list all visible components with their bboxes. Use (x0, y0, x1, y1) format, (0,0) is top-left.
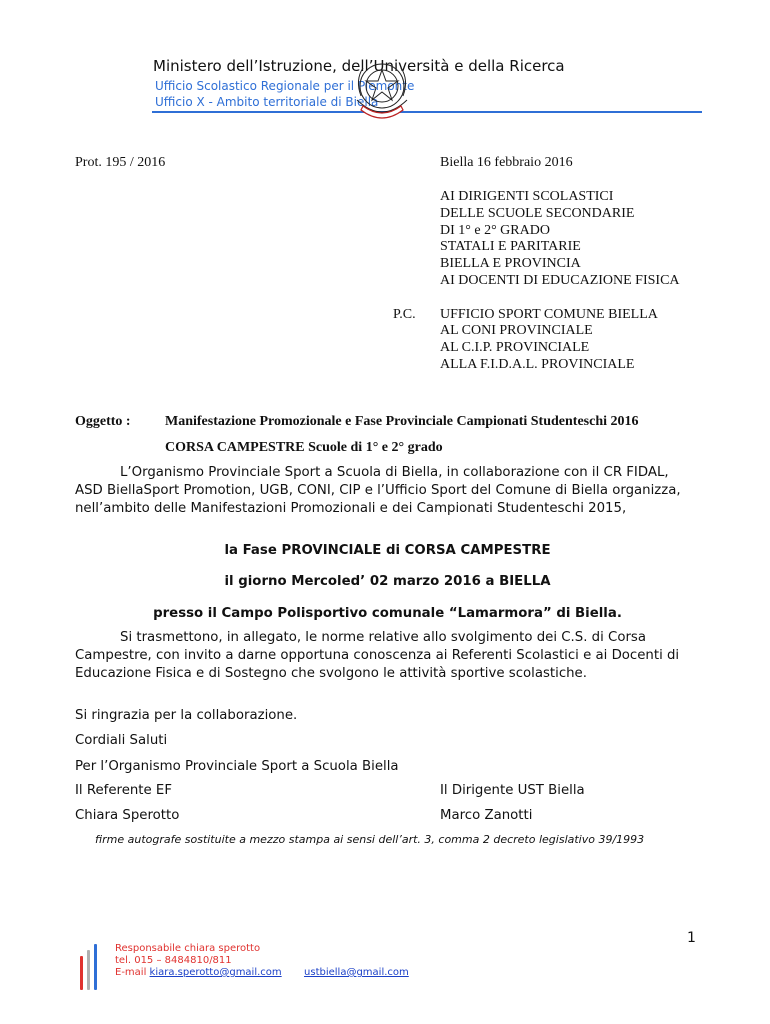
protocol-number: Prot. 195 / 2016 (75, 155, 166, 170)
subject-line-2: CORSA CAMPESTRE Scuole di 1° e 2° grado (165, 440, 443, 455)
header-rule (152, 111, 702, 113)
footer-email-row (115, 967, 409, 978)
document-date: Biella 16 febbraio 2016 (440, 155, 573, 170)
recipient-line: AI DIRIGENTI SCOLASTICI (440, 189, 614, 204)
recipient-line: DI 1° e 2° GRADO (440, 223, 550, 238)
republic-emblem-icon (343, 50, 421, 128)
footer-email-label: E-mail (115, 967, 147, 978)
cc-recipient-line: AL C.I.P. PROVINCIALE (440, 340, 590, 355)
on-behalf-line: Per l’Organismo Provinciale Sport a Scuola Biella (75, 759, 399, 774)
recipient-line: STATALI E PARITARIE (440, 239, 581, 254)
event-date: il giorno Mercoled’ 02 marzo 2016 a BIELLA (224, 574, 551, 589)
recipient-line: BIELLA E PROVINCIA (440, 256, 581, 271)
event-title: la Fase PROVINCIALE di CORSA CAMPESTRE (224, 543, 551, 558)
intro-paragraph: L’Organismo Provinciale Sport a Scuola di Biella, in collaborazione con il CR FIDAL, ASD BiellaSport Promotion, UGB, CONI, CIP e l’Ufficio Sport del Comune di Biella organizza, nell’ambito delle Manifestazioni Promozionali e dei Campionati Studenteschi 2015, (75, 465, 681, 516)
blue-bar (94, 944, 97, 990)
footer-email-link-2[interactable]: ustbiella@gmail.com (304, 967, 409, 978)
left-signatory-name: Chiara Sperotto (75, 808, 180, 823)
recipient-line: DELLE SCUOLE SECONDARIE (440, 206, 635, 221)
cc-label: P.C. (393, 307, 416, 322)
footer-email-link-1[interactable]: kiara.sperotto@gmail.com (149, 967, 282, 978)
local-office: Ufficio X - Ambito territoriale di Biella (155, 95, 379, 109)
subject-line-1: Manifestazione Promozionale e Fase Provinciale Campionati Studenteschi 2016 (165, 414, 639, 429)
subject-label: Oggetto : (75, 414, 131, 429)
page-number: 1 (687, 930, 696, 946)
grey-bar (87, 950, 90, 990)
cc-recipient-line: UFFICIO SPORT COMUNE BIELLA (440, 307, 658, 322)
attachment-paragraph: Si trasmettono, in allegato, le norme relative allo svolgimento dei C.S. di Corsa Campestre, con invito a darne opportuna conoscenza ai Referenti Scolastici e ai Docenti di Educazione Fisica e di Sostegno che svolgono le attività sportive scolastiche. (75, 630, 680, 681)
footer-responsible: Responsabile chiara sperotto (115, 943, 261, 954)
cc-recipient-line: ALLA F.I.D.A.L. PROVINCIALE (440, 357, 635, 372)
regional-office: Ufficio Scolastico Regionale per il Piemonte (155, 79, 415, 93)
ministry-title: Ministero dell’Istruzione, dell’Università e della Ricerca (153, 57, 565, 75)
recipient-line: AI DOCENTI DI EDUCAZIONE FISICA (440, 273, 680, 288)
red-bar (80, 956, 83, 990)
left-signatory-role: Il Referente EF (75, 783, 172, 798)
signature-footnote: firme autografe sostituite a mezzo stampa ai sensi dell’art. 3, comma 2 decreto legislativo 39/1993 (95, 833, 645, 846)
thanks-line: Si ringrazia per la collaborazione. (75, 708, 298, 723)
event-location: presso il Campo Polisportivo comunale “Lamarmora” di Biella. (153, 606, 622, 621)
greeting-line: Cordiali Saluti (75, 733, 168, 748)
right-signatory-role: Il Dirigente UST Biella (440, 783, 585, 798)
cc-recipient-line: AL CONI PROVINCIALE (440, 323, 593, 338)
right-signatory-name: Marco Zanotti (440, 808, 533, 823)
footer-telephone: tel. 015 – 8484810/811 (115, 955, 232, 966)
